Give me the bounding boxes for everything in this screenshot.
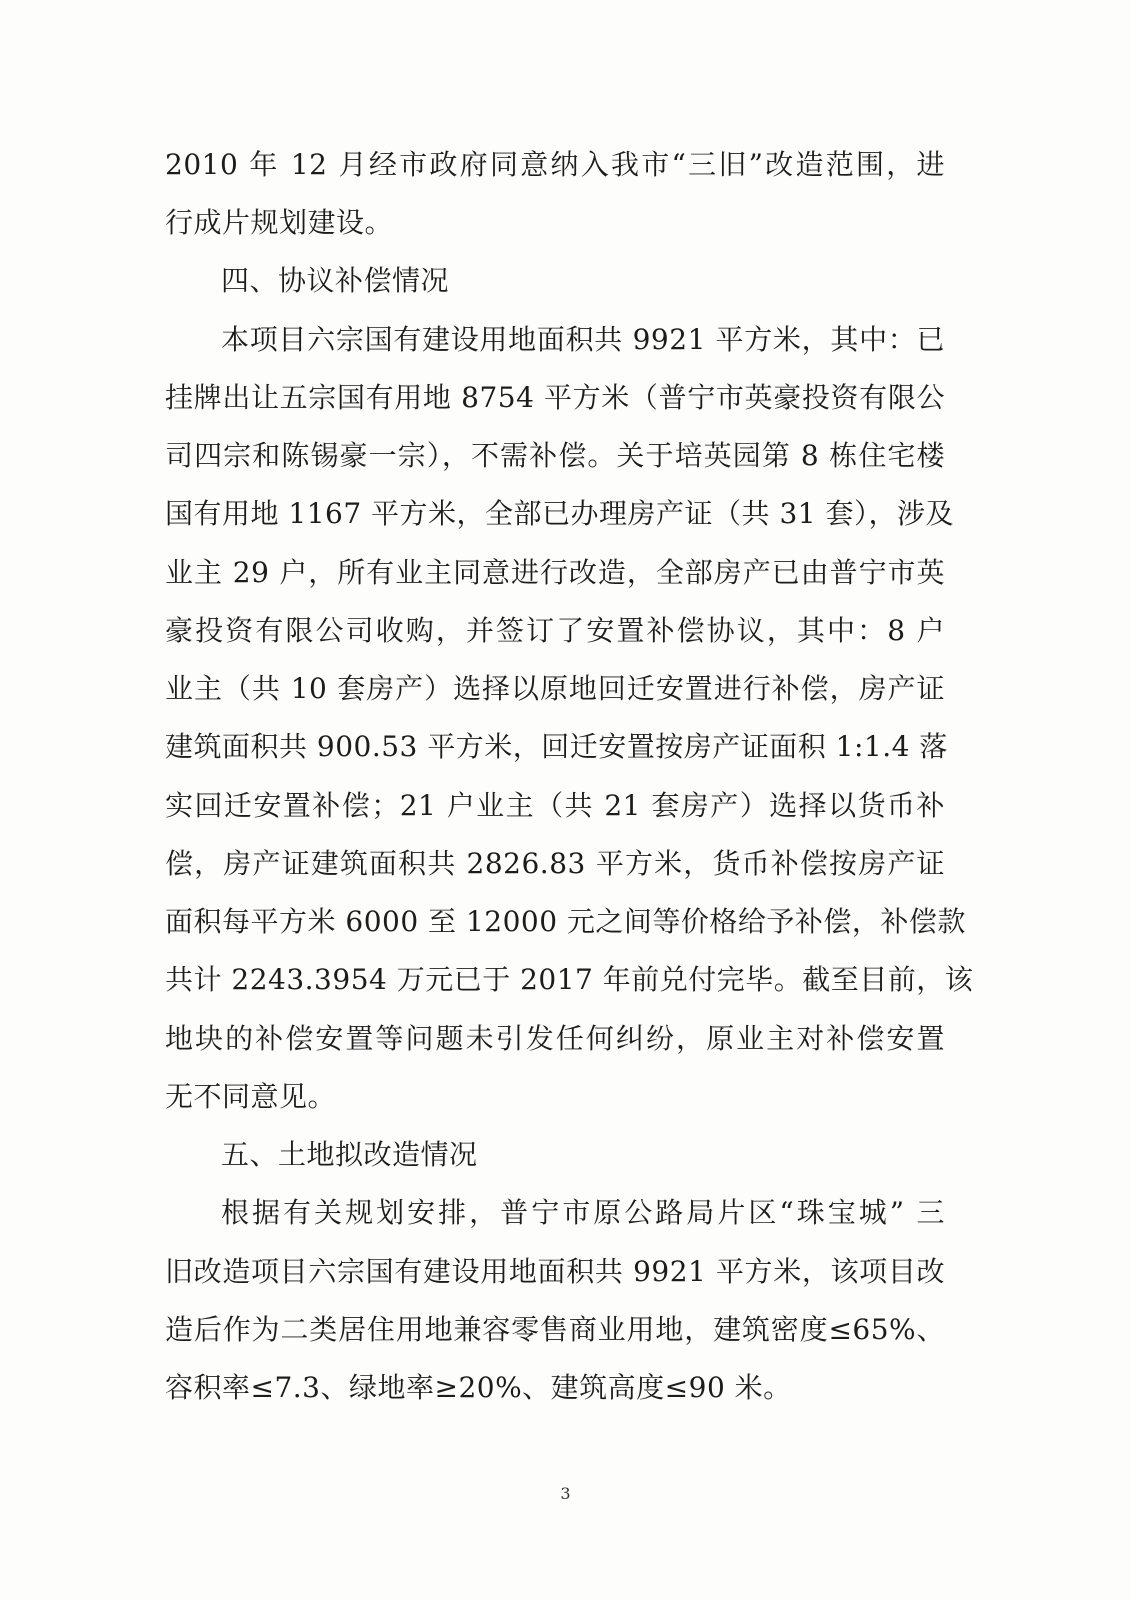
paragraph-line: 造后作为二类居住用地兼容零售商业用地，建筑密度≤65%、	[165, 1313, 945, 1346]
paragraph-line: 挂牌出让五宗国有用地 8754 平方米（普宁市英豪投资有限公	[165, 381, 945, 414]
paragraph-line: 容积率≤7.3、绿地率≥20%、建筑高度≤90 米。	[165, 1371, 792, 1404]
paragraph-line: 偿，房产证建筑面积共 2826.83 平方米，货币补偿按房产证	[165, 847, 945, 880]
paragraph-line: 业主（共 10 套房产）选择以原地回迁安置进行补偿，房产证	[165, 672, 945, 705]
page-number: 3	[560, 1484, 571, 1503]
paragraph-line: 行成片规划建设。	[165, 206, 394, 239]
paragraph-line: 2010 年 12 月经市政府同意纳入我市“三旧”改造范围，进	[165, 148, 945, 181]
section-heading: 四、协议补偿情况	[221, 264, 450, 297]
paragraph-line: 无不同意见。	[165, 1080, 337, 1113]
paragraph-line: 根据有关规划安排，普宁市原公路局片区“珠宝城” 三	[221, 1196, 945, 1229]
paragraph-line: 国有用地 1167 平方米，全部已办理房产证（共 31 套），涉及	[165, 497, 954, 530]
paragraph-line: 豪投资有限公司收购，并签订了安置补偿协议，其中：8 户	[165, 614, 945, 647]
section-heading: 五、土地拟改造情况	[221, 1138, 478, 1171]
paragraph-line: 实回迁安置补偿；21 户业主（共 21 套房产）选择以货币补	[165, 789, 945, 822]
paragraph-line: 业主 29 户，所有业主同意进行改造，全部房产已由普宁市英	[165, 556, 945, 589]
paragraph-line: 司四宗和陈锡豪一宗），不需补偿。关于培英园第 8 栋住宅楼	[165, 439, 945, 472]
paragraph-line: 面积每平方米 6000 至 12000 元之间等价格给予补偿，补偿款	[165, 905, 966, 938]
paragraph-line: 本项目六宗国有建设用地面积共 9921 平方米，其中：已	[221, 323, 945, 356]
paragraph-line: 建筑面积共 900.53 平方米，回迁安置按房产证面积 1:1.4 落	[165, 730, 948, 763]
paragraph-line: 地块的补偿安置等问题未引发任何纠纷，原业主对补偿安置	[165, 1022, 945, 1055]
paragraph-line: 共计 2243.3954 万元已于 2017 年前兑付完毕。截至目前，该	[165, 963, 974, 996]
paragraph-line: 旧改造项目六宗国有建设用地面积共 9921 平方米，该项目改	[165, 1255, 945, 1288]
